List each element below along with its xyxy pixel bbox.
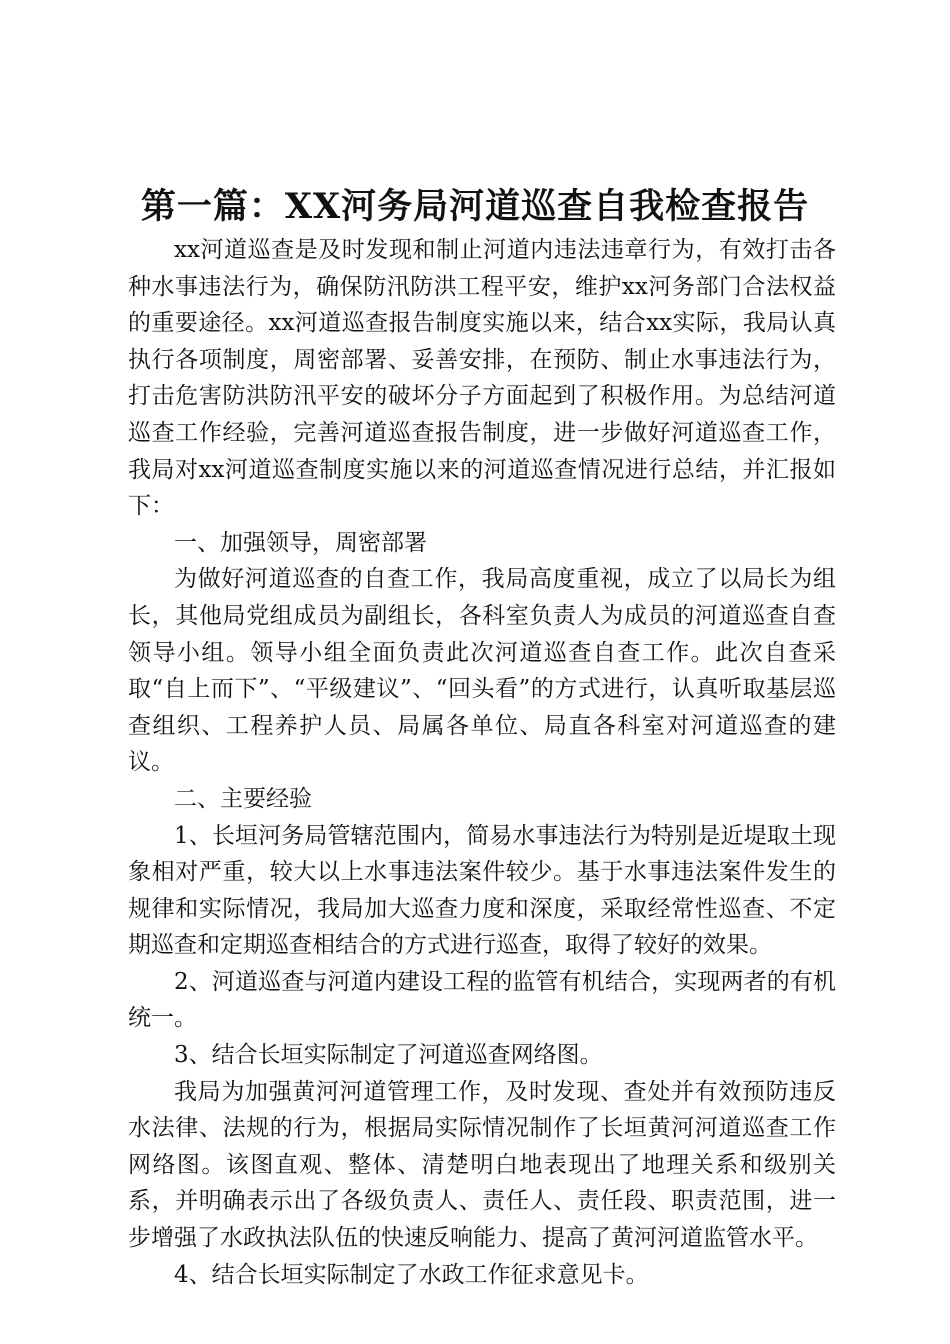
section-heading-2: 二、主要经验 — [174, 785, 312, 812]
experience-item-3: 3、结合长垣实际制定了河道巡查网络图。 — [174, 1042, 603, 1069]
experience-item-4: 4、结合长垣实际制定了水政工作征求意见卡。 — [174, 1261, 649, 1288]
section-1-paragraph: 为做好河道巡查的自查工作，我局高度重视，成立了以局长为组长，其他局党组成员为副组长，各科室负责人为成员的河道巡查自查领导小组。领导小组全面负责此次河道巡查自查工作。此次自查采取“自上而下”、“平级建议”、“回头看”的方式进行，认真听取基层巡查组织、工程养护人员、局属各单位、局直各科室对河道巡查的建议。 — [128, 566, 836, 776]
experience-item-1: 1、长垣河务局管辖范围内，简易水事违法行为特别是近堤取土现象相对严重，较大以上水事违法案件较少。基于水事违法案件发生的规律和实际情况，我局加大巡查力度和深度，采取经常性巡查、不定期巡查和定期巡查相结合的方式进行巡查，取得了较好的效果。 — [128, 822, 836, 959]
experience-item-2: 2、河道巡查与河道内建设工程的监管有机结合，实现两者的有机统一。 — [128, 968, 836, 1032]
experience-item-3-detail: 我局为加强黄河河道管理工作，及时发现、查处并有效预防违反水法律、法规的行为，根据局实际情况制作了长垣黄河河道巡查工作网络图。该图直观、整体、清楚明白地表现出了地理关系和级别关系，并明确表示出了各级负责人、责任人、责任段、职责范围，进一步增强了水政执法队伍的快速反响能力、提高了黄河河道监管水平。 — [128, 1078, 836, 1252]
intro-paragraph: xx河道巡查是及时发现和制止河道内违法违章行为，有效打击各种水事违法行为，确保防汛防洪工程平安，维护xx河务部门合法权益的重要途径。xx河道巡查报告制度实施以来，结合xx实际，我局认真执行各项制度，周密部署、妥善安排，在预防、制止水事违法行为，打击危害防洪防汛平安的破坏分子方面起到了积极作用。为总结河道巡查工作经验，完善河道巡查报告制度，进一步做好河道巡查工作，我局对xx河道巡查制度实施以来的河道巡查情况进行总结，并汇报如下： — [128, 237, 836, 520]
document-body — [128, 232, 836, 1293]
section-heading-1: 一、加强领导，周密部署 — [174, 529, 427, 556]
document-title: 第一篇：XX河务局河道巡查自我检查报告 — [140, 186, 810, 227]
